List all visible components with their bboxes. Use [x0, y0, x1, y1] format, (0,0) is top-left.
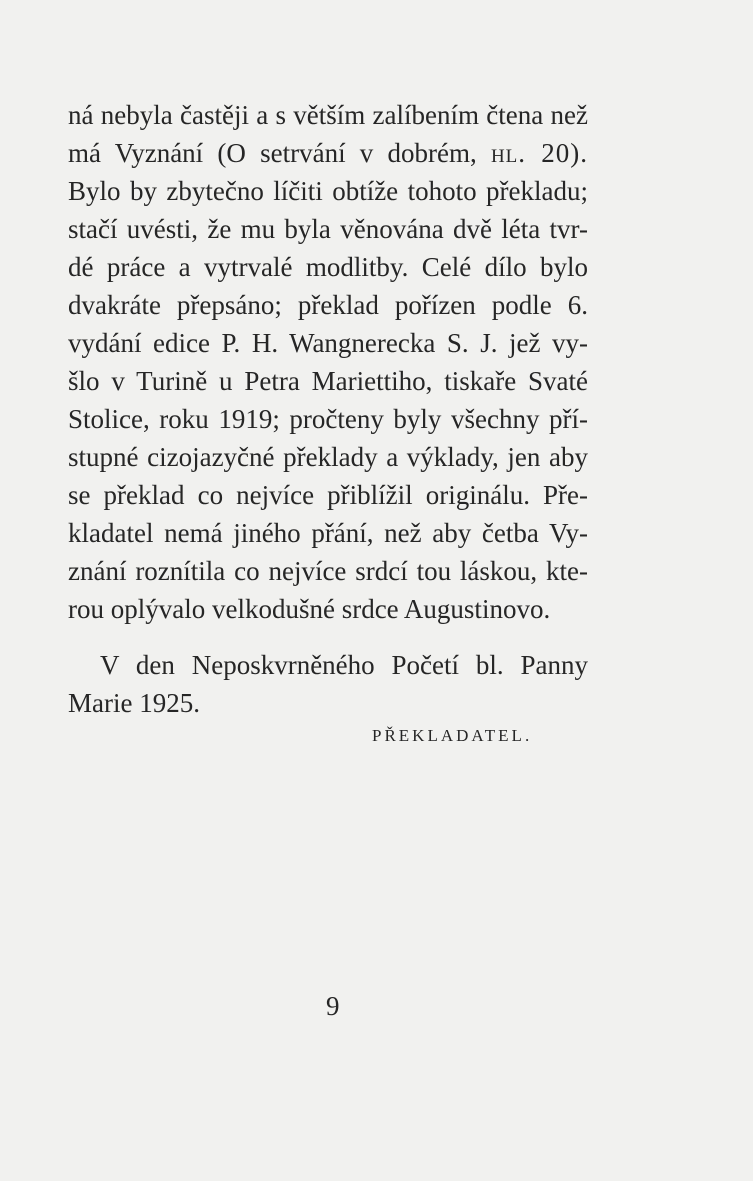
reference-abbrev: hl. 20).	[490, 138, 588, 168]
body-line-5: dé práce a vytrvalé modlitby. Celé dílo bylo	[68, 252, 588, 282]
date-line-2: Marie 1925.	[68, 688, 200, 718]
body-line-6: dvakráte přepsáno; překlad pořízen podle 6.	[68, 290, 588, 320]
date-line-1: V den Neposkvrněného Početí bl. Panny	[100, 650, 588, 680]
translator-signature: PŘEKLADATEL.	[372, 726, 533, 745]
page-number: 9	[326, 991, 340, 1021]
body-line-3: Bylo by zbytečno líčiti obtíže tohoto překladu;	[68, 176, 588, 206]
body-line-2-text: má Vyznání (O setrvání v dobrém,	[68, 138, 477, 168]
body-line-13: znání roznítila co nejvíce srdcí tou láskou, kte-	[68, 556, 588, 586]
body-line-12: kladatel nemá jiného přání, než aby četba Vy-	[68, 518, 588, 548]
body-line-10: stupné cizojazyčné překlady a výklady, jen aby	[68, 442, 588, 472]
body-line-9: Stolice, roku 1919; pročteny byly všechny pří-	[68, 404, 588, 434]
body-line-1: ná nebyla častěji a s větším zalíbením čtena než	[68, 100, 588, 130]
body-line-11: se překlad co nejvíce přiblížil originálu. Pře-	[68, 480, 588, 510]
body-line-8: šlo v Turině u Petra Mariettiho, tiskaře Svaté	[68, 366, 588, 396]
body-line-7: vydání edice P. H. Wangnerecka S. J. jež vy-	[68, 328, 588, 358]
body-line-4: stačí uvésti, že mu byla věnována dvě léta tvr-	[68, 214, 588, 244]
body-line-2	[68, 134, 588, 172]
body-line-14: rou oplývalo velkodušné srdce Augustinovo.	[68, 594, 551, 624]
